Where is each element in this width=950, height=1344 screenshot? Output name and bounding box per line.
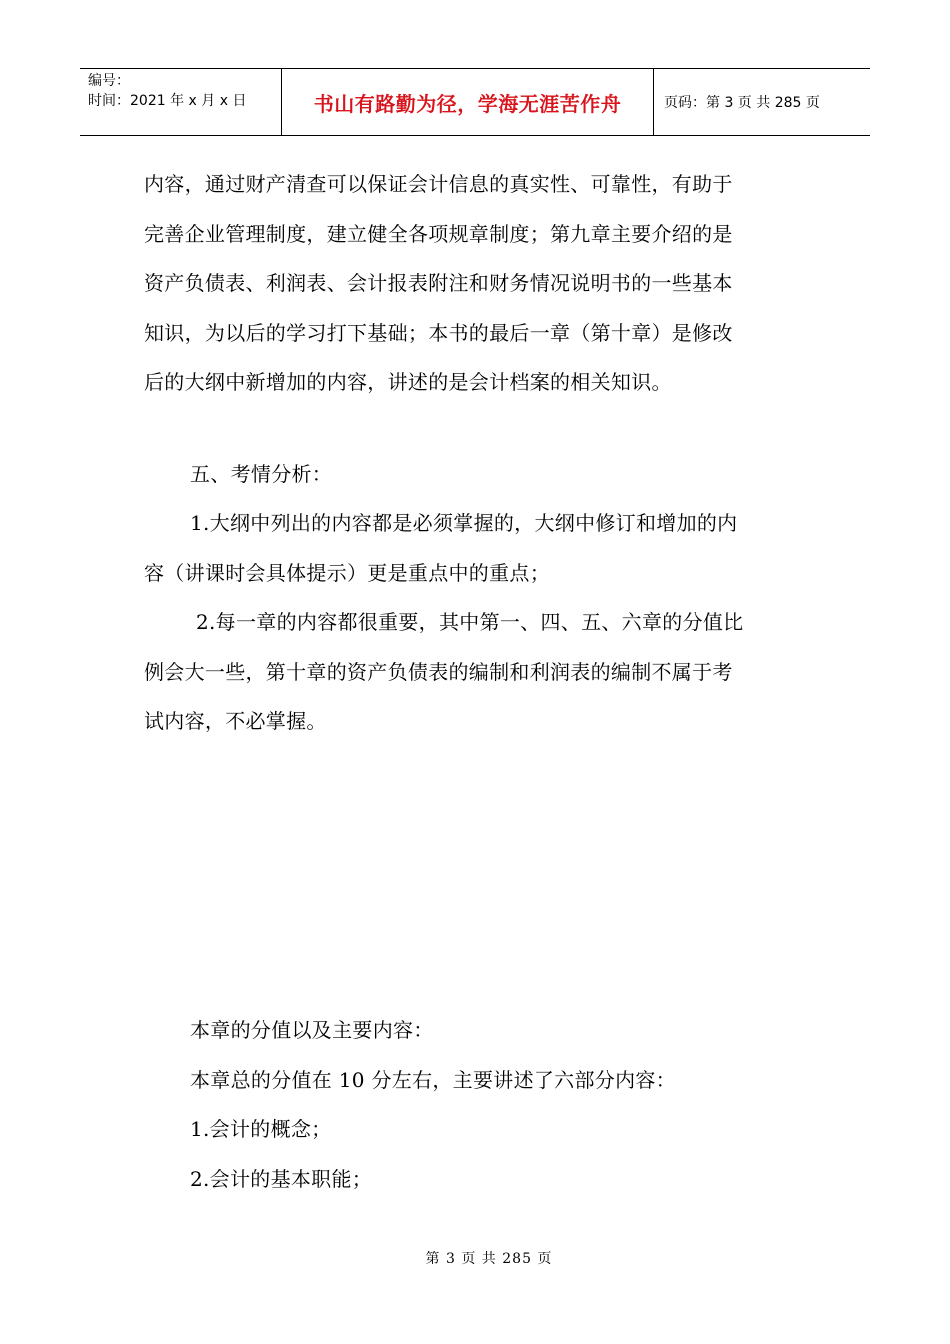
list-item: 1.会计的概念； bbox=[190, 1117, 332, 1141]
header-motto-cell bbox=[282, 69, 654, 135]
body-upper bbox=[144, 160, 808, 747]
body-lower bbox=[144, 1006, 808, 1204]
paragraph-line: 后的大纲中新增加的内容，讲述的是会计档案的相关知识。 bbox=[144, 370, 672, 394]
list-item-line: 2.每一章的内容都很重要，其中第一、四、五、六章的分值比 bbox=[196, 610, 744, 634]
section-heading: 五、考情分析： bbox=[190, 461, 333, 486]
chapter-summary: 本章总的分值在 10 分左右，主要讲述了六部分内容： bbox=[190, 1067, 676, 1092]
page-footer: 第 3 页 共 285 页 bbox=[425, 1251, 553, 1267]
header-page-info: 页码：第 3 页 共 285 页 bbox=[664, 95, 820, 111]
header-motto: 书山有路勤为径，学海无涯苦作舟 bbox=[313, 91, 622, 116]
list-item: 2.会计的基本职能； bbox=[190, 1166, 373, 1191]
list-item-line: 容（讲课时会具体提示）更是重点中的重点； bbox=[144, 560, 550, 585]
list-item-line: 试内容，不必掌握。 bbox=[144, 709, 327, 733]
paragraph-line: 知识，为以后的学习打下基础；本书的最后一章（第十章）是修改 bbox=[144, 320, 733, 345]
paragraph-line: 资产负债表、利润表、会计报表附注和财务情况说明书的一些基本 bbox=[144, 271, 733, 295]
paragraph-line: 完善企业管理制度，建立健全各项规章制度；第九章主要介绍的是 bbox=[144, 221, 733, 246]
header-table bbox=[80, 68, 870, 136]
document-date-label: 时间：2021 年 x 月 x 日 bbox=[88, 93, 247, 109]
chapter-heading: 本章的分值以及主要内容： bbox=[190, 1018, 434, 1042]
list-item-line: 1.大纲中列出的内容都是必须掌握的，大纲中修订和增加的内 bbox=[190, 511, 738, 535]
header-meta-cell bbox=[80, 69, 282, 135]
document-number-label: 编号： bbox=[88, 73, 130, 89]
list-item-line: 例会大一些，第十章的资产负债表的编制和利润表的编制不属于考 bbox=[144, 659, 733, 684]
header-page-cell bbox=[654, 69, 870, 135]
paragraph-line: 内容，通过财产清查可以保证会计信息的真实性、可靠性，有助于 bbox=[144, 172, 733, 196]
